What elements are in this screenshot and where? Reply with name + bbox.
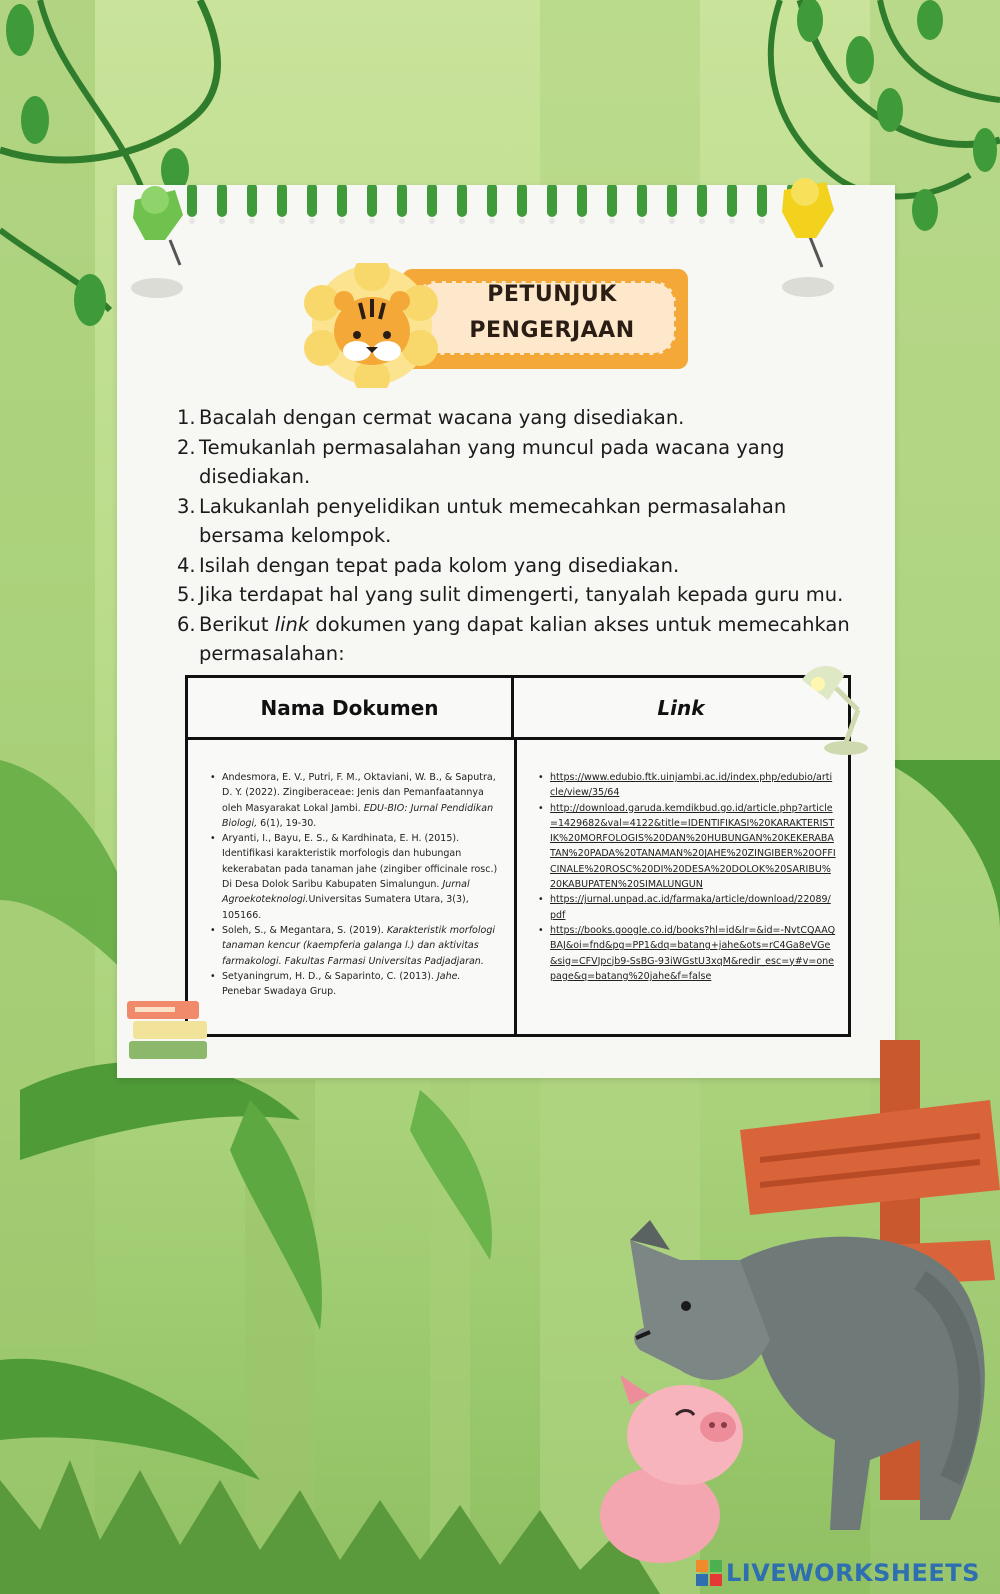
instruction-list (177, 403, 867, 669)
instruction-number: 4. (177, 553, 196, 577)
column-divider (514, 740, 517, 1034)
green-pushpin-icon (125, 180, 195, 300)
liveworksheets-logo-icon (694, 1558, 726, 1588)
instruction-item (177, 610, 867, 669)
title-line-2: PENGERJAAN (469, 318, 635, 343)
instruction-number: 6. (177, 612, 196, 636)
tiger-icon (302, 263, 442, 388)
column-header-document-name: Nama Dokumen (188, 678, 514, 740)
liveworksheets-watermark (694, 1556, 994, 1590)
instruction-item (177, 580, 867, 610)
reference-text-end: 6(1), 19-30. (257, 817, 317, 829)
instruction-text: Bacalah dengan cermat wacana yang disediakan. (199, 406, 685, 429)
reference-italic: EDU-BIO: Jurnal Pendidikan Biologi, (222, 802, 494, 829)
instruction-item (177, 403, 867, 433)
books-icon (125, 995, 215, 1065)
instruction-italic-link: link (274, 612, 310, 636)
link-item (536, 801, 836, 893)
reference-text-end: Penebar Swadaya Grup. (222, 986, 337, 998)
worksheet-paper (117, 185, 895, 1078)
document-link[interactable]: https://www.edubio.ftk.uinjambi.ac.id/index.php/edubio/article/view/35/64 (550, 772, 833, 799)
watermark-text: LIVEWORKSHEETS (726, 1559, 980, 1587)
link-item (536, 923, 836, 984)
instruction-number: 3. (177, 494, 196, 518)
reference-item (208, 770, 500, 831)
yellow-pushpin-icon (770, 172, 845, 302)
instruction-text: Jika terdapat hal yang sulit dimengerti, tanyalah kepada guru mu. (199, 583, 844, 606)
reference-list (208, 770, 500, 999)
link-item (536, 770, 836, 801)
document-link[interactable]: https://books.google.co.id/books?hl=id&lr=&id=-NvtCQAAQBAJ&oi=fnd&pg=PP1&dq=batang+jahe&ots=rC4Ga8eVGe&sig=CFVJpcjb9-SsBG-93iWGstU3xqM&redir_esc=y#v=onepage&q=batang%20jahe&f=false (550, 924, 836, 982)
document-table (185, 675, 851, 1037)
instruction-text: Lakukanlah penyelidikan untuk memecahkan permasalahan bersama kelompok. (199, 494, 787, 547)
link-item (536, 892, 836, 923)
instruction-item (177, 492, 867, 551)
instruction-number: 5. (177, 583, 196, 606)
reference-item (208, 831, 500, 923)
instruction-number: 2. (177, 435, 196, 459)
reference-text: Soleh, S., & Megantara, S. (2019). (222, 924, 387, 936)
instruction-text: Isilah dengan tepat pada kolom yang disediakan. (199, 553, 680, 577)
pig-illustration (590, 1365, 760, 1565)
link-list (536, 770, 836, 984)
reference-item (208, 969, 500, 1000)
reference-italic: Jurnal Agroekoteknologi. (222, 879, 470, 906)
reference-italic: Jahe. (436, 970, 461, 982)
reference-text: Aryanti, I., Bayu, E. S., & Kardhinata, E. H. (2015). Identifikasi karakteristik morfologis dan hubungan kekerabatan pada tanaman jahe (zingiber officinale rosc.) Di Desa Dolok Saribu Kabupaten Simalungun. (222, 833, 498, 891)
document-link[interactable]: https://jurnal.unpad.ac.id/farmaka/article/download/22089/pdf (550, 894, 831, 921)
reference-italic: Karakteristik morfologi tanaman kencur (kaempferia galanga l.) dan aktivitas farmakologi. Fakultas Farmasi Universitas Padjadjaran. (222, 924, 495, 967)
instruction-text-start: Berikut (199, 612, 275, 636)
document-link[interactable]: http://download.garuda.kemdikbud.go.id/article.php?article=1429682&val=4122&title=IDENTIFIKASI%20KARAKTERISTIK%20MORFOLOGIS%20DAN%20HUBUNGAN%20KEKERABATAN%20PADA%20TANAMAN%20JAHE%20ZINGIBER%20OFFICINALE%20ROSC%20DI%20DESA%20DOLOK%20SARIBU%20KABUPATEN%20SIMALUNGUN (550, 802, 836, 891)
column-header-link: Link (514, 678, 848, 740)
instruction-item (177, 433, 867, 492)
instruction-text-end: dokumen yang dapat kalian akses untuk memecahkan permasalahan: (199, 612, 850, 665)
reference-text: Andesmora, E. V., Putri, F. M., Oktaviani, W. B., & Saputra, D. Y. (2022). Zingiberaceae: Jenis dan Pemanfaatannya oleh Masyarakat Lokal Jambi. (222, 772, 496, 814)
reference-text: Setyaningrum, H. D., & Saparinto, C. (2013). (222, 970, 437, 982)
reference-item (208, 923, 500, 969)
title-line-1: PETUNJUK (487, 282, 617, 307)
desk-lamp-icon (798, 660, 878, 760)
instruction-text: Temukanlah permasalahan yang muncul pada wacana yang disediakan. (199, 435, 785, 488)
page-title (452, 277, 652, 349)
instruction-item (177, 551, 867, 581)
title-badge (302, 263, 702, 363)
reference-text-end: Universitas Sumatera Utara, 3(3), 105166. (222, 894, 469, 921)
instruction-number: 1. (177, 406, 196, 429)
